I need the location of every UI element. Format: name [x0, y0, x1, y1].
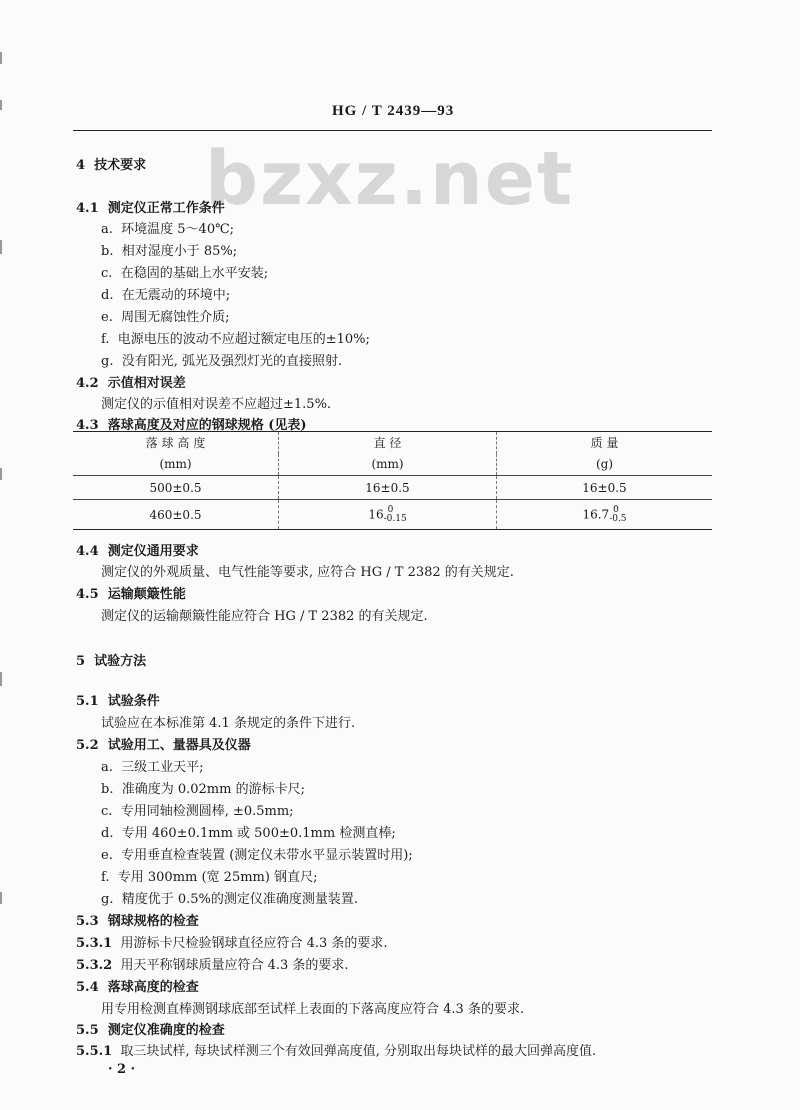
- diameter-value: 16: [368, 507, 384, 521]
- table-header-unit: (mm): [159, 457, 192, 472]
- section-4-4-heading: 4.4 测定仪通用要求: [76, 544, 199, 559]
- page-header: HG / T 2439—93: [332, 103, 455, 119]
- section-5-1-body: 试验应在本标准第 4.1 条规定的条件下进行.: [101, 716, 356, 731]
- scan-mark: [0, 240, 2, 254]
- list-item: d. 在无震动的环境中;: [101, 288, 231, 303]
- table-cell: [497, 500, 713, 530]
- table-cell: 16±0.5: [279, 476, 497, 500]
- list-item: e. 周围无腐蚀性介质;: [101, 310, 230, 325]
- section-4-1-heading: 4.1 测定仪正常工作条件: [76, 201, 225, 216]
- table-cell: [279, 500, 497, 530]
- section-5-1-heading: 5.1 试验条件: [76, 694, 160, 709]
- table-header-mass: 质 量: [497, 432, 713, 454]
- scan-mark: [0, 672, 2, 686]
- list-item: c. 在稳固的基础上水平安装;: [101, 266, 269, 281]
- table-header-height: 落 球 高 度: [73, 432, 279, 454]
- table-header-unit: (g): [497, 454, 713, 476]
- section-5-3-heading: 5.3 钢球规格的检查: [76, 914, 199, 929]
- section-4-5-heading: 4.5 运输颠簸性能: [76, 587, 186, 602]
- tolerance: 0 -0.5: [609, 504, 627, 524]
- section-5-heading: 5 试验方法: [76, 654, 147, 669]
- watermark: bzxz.net: [205, 136, 575, 222]
- list-item: a. 三级工业天平;: [101, 760, 204, 775]
- section-5-4-heading: 5.4 落球高度的检查: [76, 980, 199, 995]
- section-5-5-heading: 5.5 测定仪准确度的检查: [76, 1023, 225, 1038]
- section-4-3-heading: 4.3 落球高度及对应的钢球规格 (见表): [76, 418, 307, 433]
- section-4-2-body: 测定仪的示值相对误差不应超过±1.5%.: [101, 397, 332, 412]
- list-item: f. 电源电压的波动不应超过额定电压的±10%;: [101, 332, 370, 347]
- list-item: b. 准确度为 0.02mm 的游标卡尺;: [101, 782, 305, 797]
- scan-mark: [0, 468, 2, 480]
- section-4-2-heading: 4.2 示值相对误差: [76, 376, 186, 391]
- section-5-3-1: 5.3.1 用游标卡尺检验钢球直径应符合 4.3 条的要求.: [76, 936, 388, 951]
- section-4-heading: 4 技术要求: [76, 158, 147, 173]
- list-item: g. 精度优于 0.5%的测定仪准确度测量装置.: [101, 892, 359, 907]
- list-item: b. 相对湿度小于 85%;: [101, 244, 238, 259]
- list-item: c. 专用同轴检测圆棒, ±0.5mm;: [101, 804, 294, 819]
- section-5-3-2: 5.3.2 用天平称钢球质量应符合 4.3 条的要求.: [76, 958, 349, 973]
- section-4-4-body: 测定仪的外观质量、电气性能等要求, 应符合 HG / T 2382 的有关规定.: [101, 565, 514, 580]
- table-header-unit: (mm): [279, 454, 497, 476]
- header-rule: [73, 130, 712, 131]
- tolerance: 0 -0.15: [383, 504, 407, 524]
- table-cell: 16±0.5: [497, 476, 713, 500]
- list-item: g. 没有阳光, 弧光及强烈灯光的直接照射.: [101, 354, 343, 369]
- table-header-diameter: 直 径: [279, 432, 497, 454]
- section-5-4-body: 用专用检测直棒测钢球底部至试样上表面的下落高度应符合 4.3 条的要求.: [101, 1002, 525, 1017]
- table-cell: 460±0.5: [73, 500, 279, 530]
- list-item: d. 专用 460±0.1mm 或 500±0.1mm 检测直棒;: [101, 826, 396, 841]
- scan-mark: [0, 892, 2, 904]
- page-number: · 2 ·: [108, 1062, 136, 1077]
- table-row: [73, 500, 712, 530]
- scan-mark: [0, 52, 2, 64]
- list-item: a. 环境温度 5～40℃;: [101, 222, 235, 237]
- list-item: e. 专用垂直检查装置 (测定仪未带水平显示装置时用);: [101, 848, 413, 863]
- section-4-5-body: 测定仪的运输颠簸性能应符合 HG / T 2382 的有关规定.: [101, 609, 428, 624]
- table-row: [73, 476, 712, 500]
- table-cell: 500±0.5: [73, 476, 279, 500]
- section-5-2-heading: 5.2 试验用工、量器具及仪器: [76, 738, 251, 753]
- mass-value: 16.7: [582, 507, 610, 521]
- scan-mark: [0, 100, 2, 110]
- section-5-5-1: 5.5.1 取三块试样, 每块试样测三个有效回弹高度值, 分别取出每块试样的最大回弹高度值.: [76, 1044, 597, 1059]
- steel-ball-spec-table: [73, 431, 712, 530]
- list-item: f. 专用 300mm (宽 25mm) 钢直尺;: [101, 870, 318, 885]
